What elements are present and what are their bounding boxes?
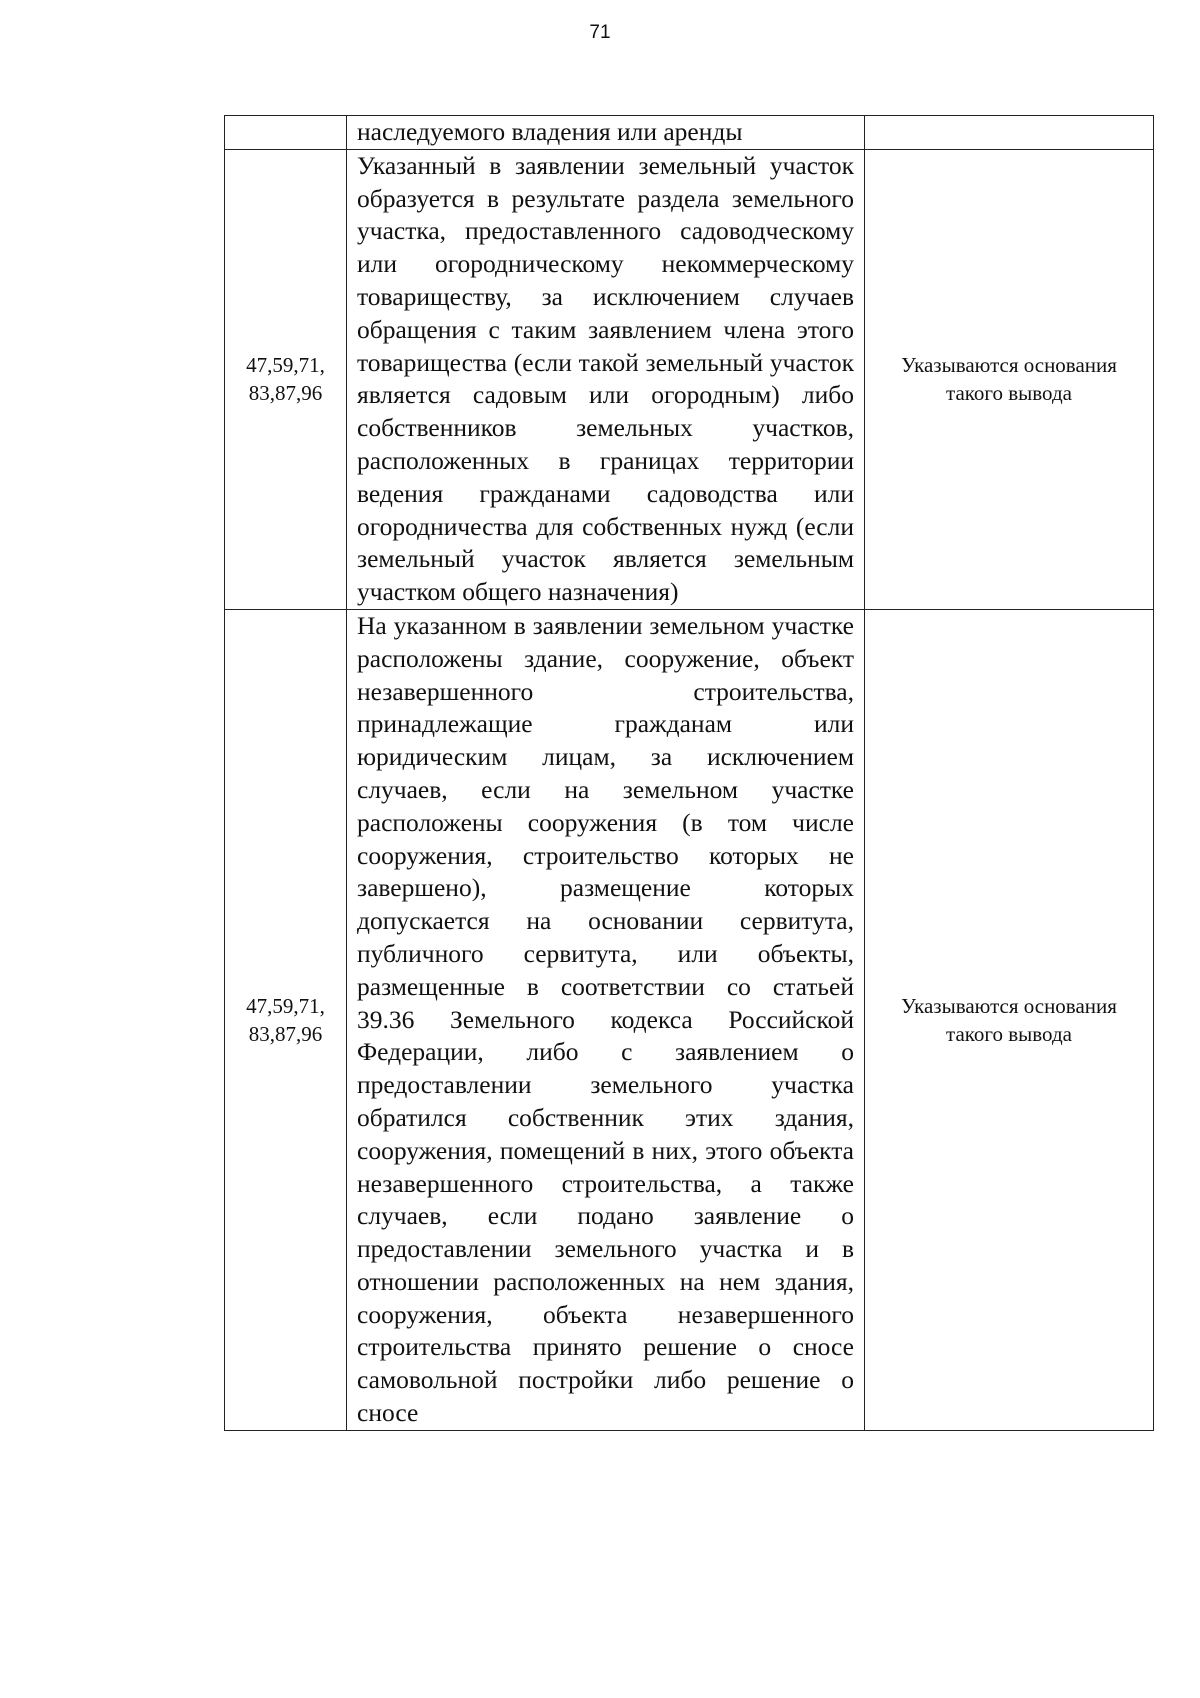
codes-cell <box>225 609 347 1430</box>
table-row <box>225 609 1154 1430</box>
codes-cell <box>225 116 347 150</box>
ground-text-cell <box>347 116 865 150</box>
codes-line: 83,87,96 <box>248 381 323 406</box>
note-line: Указываются основания <box>901 353 1117 378</box>
grounds-table <box>224 115 1154 1431</box>
note-line: такого вывода <box>946 381 1072 406</box>
ground-text: наследуемого владения или аренды <box>357 117 743 146</box>
page-number: 71 <box>589 22 611 43</box>
ground-text-cell <box>347 149 865 609</box>
note-cell <box>865 116 1154 150</box>
note-line: Указываются основания <box>901 993 1117 1018</box>
ground-text: Указанный в заявлении земельный участок образуется в результате раздела земельного участка, предоставленного садоводческому или огородническому некоммерческому товариществу, за исключением случаев обращения с таким заявлением члена этого товарищества (если такой земельный участок является садовым или огородным) либо собственников земельных участков, расположенных в границах территории ведения гражданами садоводства или огородничества для собственных нужд (если земельный участок является земельным участком общего назначения) <box>357 150 854 607</box>
table-row <box>225 149 1154 609</box>
codes-line: 47,59,71, <box>246 993 325 1018</box>
codes-line: 47,59,71, <box>246 353 325 378</box>
note-cell <box>865 609 1154 1430</box>
ground-text-cell <box>347 609 865 1430</box>
codes-line: 83,87,96 <box>248 1021 323 1046</box>
ground-text: На указанном в заявлении земельном участке расположены здание, сооружение, объект незавершенного строительства, принадлежащие гражданам или юридическим лицам, за исключением случаев, если на земельном участке расположены сооружения (в том числе сооружения, строительство которых не завершено), размещение которых допускается на основании сервитута, публичного сервитута, или объекты, размещенные в соответствии со статьей 39.36 Земельного кодекса Российской Федерации, либо с заявлением о предоставлении земельного участка обратился собственник этих здания, сооружения, помещений в них, этого объекта незавершенного строительства, а также случаев, если подано заявление о предоставлении земельного участка и в отношении расположенных на нем здания, сооружения, объекта незавершенного строительства принято решение о сносе самовольной постройки либо решение о сносе <box>357 610 854 1428</box>
note-cell <box>865 149 1154 609</box>
table-row <box>225 116 1154 150</box>
codes-cell <box>225 149 347 609</box>
note-line: такого вывода <box>946 1021 1072 1046</box>
